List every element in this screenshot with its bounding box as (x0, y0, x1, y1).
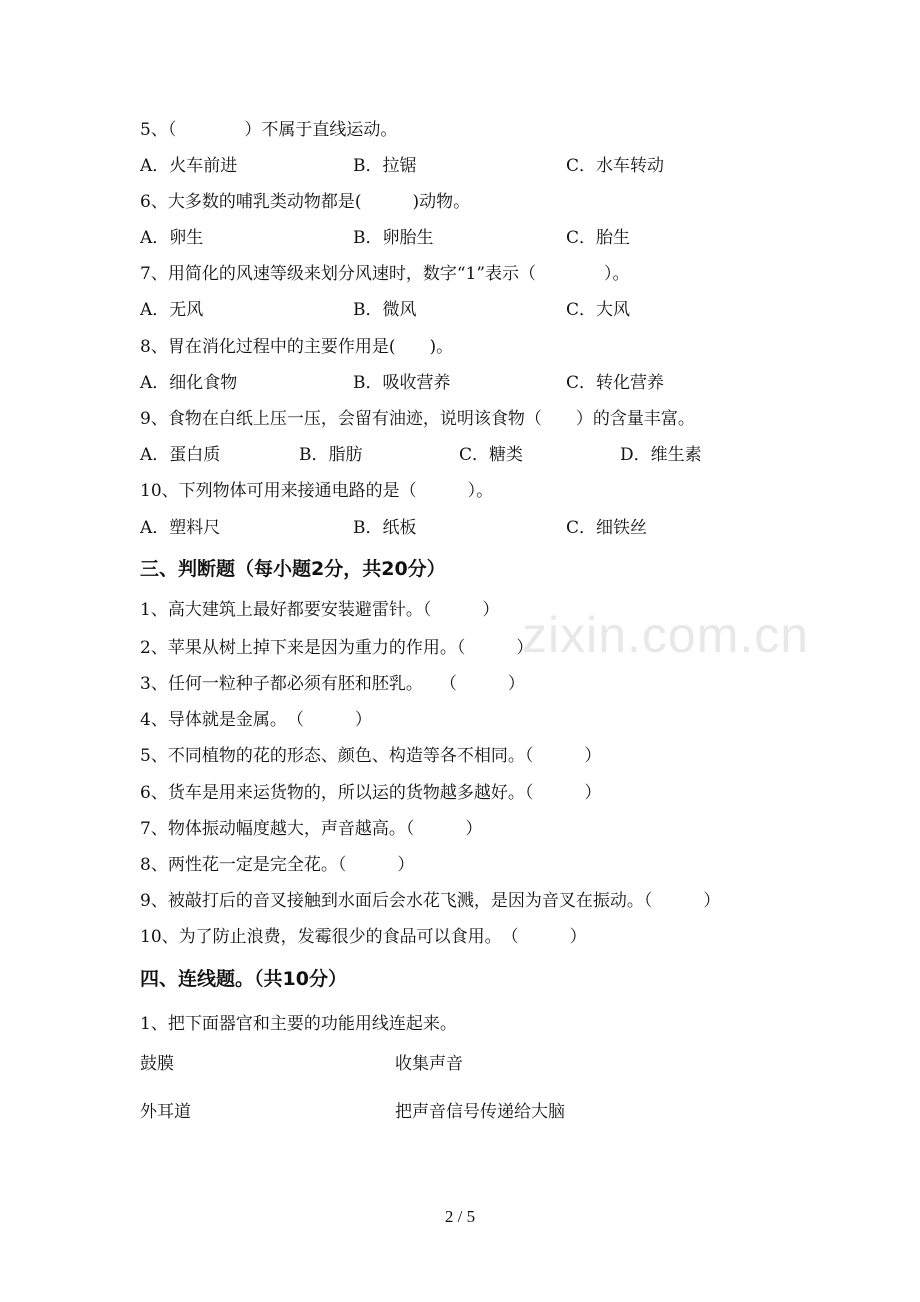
judge-item-9: 9、被敲打后的音叉接触到水面后会水花飞溅，是因为音叉在振动。（ ） (140, 891, 721, 911)
question-9: 9、食物在白纸上压一压，会留有油迹，说明该食物（ ）的含量丰富。 (140, 409, 695, 429)
organ-item-1: 鼓膜 (140, 1054, 174, 1074)
option-9c: C．糖类 (459, 445, 524, 465)
option-8b: B．吸收营养 (353, 373, 451, 393)
option-5b: B．拉锯 (353, 156, 417, 176)
page-number: 2 / 5 (444, 1207, 476, 1226)
judge-item-2: 2、苹果从树上掉下来是因为重力的作用。（ ） (140, 638, 534, 658)
section-3-title: 三、判断题（每小题2分，共20分） (140, 558, 446, 580)
option-10a: A．塑料尺 (140, 518, 221, 538)
option-6a: A．卵生 (140, 228, 204, 248)
question-6: 6、大多数的哺乳类动物都是( )动物。 (140, 192, 471, 212)
judge-item-8: 8、两性花一定是完全花。（ ） (140, 855, 415, 875)
option-5c: C．水车转动 (566, 156, 665, 176)
question-10: 10、下列物体可用来接通电路的是（ ）。 (140, 481, 494, 501)
option-6c: C．胎生 (566, 228, 631, 248)
option-10c: C．细铁丝 (566, 518, 648, 538)
option-6b: B．卵胎生 (353, 228, 434, 248)
option-9d: D．维生素 (620, 445, 702, 465)
question-7: 7、用简化的风速等级来划分风速时，数字“1”表示（ ）。 (140, 264, 630, 284)
option-8c: C．转化营养 (566, 373, 665, 393)
option-10b: B．纸板 (353, 518, 417, 538)
judge-item-3: 3、任何一粒种子都必须有胚和胚乳。 （ ） (140, 674, 525, 694)
organ-item-2: 外耳道 (140, 1102, 191, 1122)
judge-item-6: 6、货车是用来运货物的，所以运的货物越多越好。（ ） (140, 783, 602, 803)
section-4-title: 四、连线题。（共10分） (140, 968, 347, 990)
option-9b: B．脂肪 (299, 445, 363, 465)
option-7a: A．无风 (140, 300, 204, 320)
option-9a: A．蛋白质 (140, 445, 221, 465)
judge-item-5: 5、不同植物的花的形态、颜色、构造等各不相同。（ ） (140, 746, 602, 766)
question-5: 5、（ ）不属于直线运动。 (140, 120, 398, 140)
matching-question: 1、把下面器官和主要的功能用线连起来。 (140, 1014, 457, 1034)
judge-item-4: 4、导体就是金属。 （ ） (140, 710, 372, 730)
option-8a: A．细化食物 (140, 373, 238, 393)
judge-item-7: 7、物体振动幅度越大，声音越高。（ ） (140, 819, 483, 839)
option-5a: A．火车前进 (140, 156, 238, 176)
option-7b: B．微风 (353, 300, 417, 320)
question-8: 8、胃在消化过程中的主要作用是( )。 (140, 337, 454, 357)
function-item-1: 收集声音 (395, 1054, 463, 1074)
option-7c: C．大风 (566, 300, 631, 320)
function-item-2: 把声音信号传递给大脑 (395, 1102, 565, 1122)
watermark: zixin.com.cn (522, 607, 810, 663)
judge-item-10: 10、为了防止浪费，发霉很少的食品可以食用。 （ ） (140, 927, 587, 947)
judge-item-1: 1、高大建筑上最好都要安装避雷针。（ ） (140, 600, 500, 620)
